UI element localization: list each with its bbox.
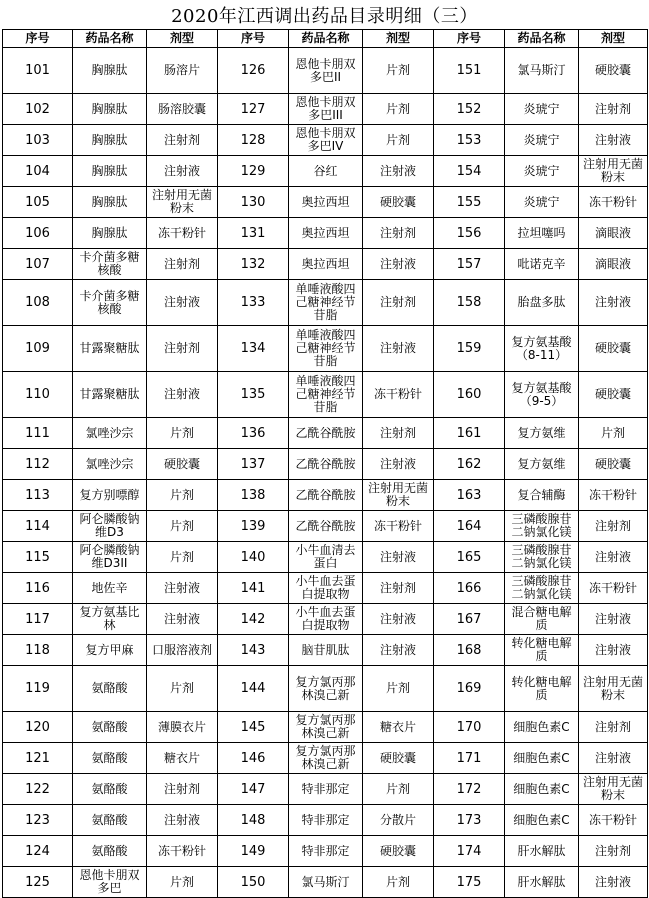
drug-name-cell: 三磷酸腺苷二钠氯化镁 (505, 573, 579, 604)
dosage-form-cell: 注射用无菌粉末 (147, 187, 218, 218)
dosage-form-cell: 冻干粉针 (147, 836, 218, 867)
dosage-form-cell: 硬胶囊 (579, 326, 648, 372)
seq-cell: 152 (434, 94, 505, 125)
dosage-form-cell: 注射用无菌粉末 (363, 480, 434, 511)
seq-cell: 138 (218, 480, 289, 511)
table-row (3, 712, 648, 743)
dosage-form-cell: 注射液 (147, 573, 218, 604)
dosage-form-cell: 注射液 (147, 372, 218, 418)
seq-cell: 132 (218, 249, 289, 280)
table-row (3, 604, 648, 635)
seq-cell: 136 (218, 418, 289, 449)
seq-cell: 156 (434, 218, 505, 249)
seq-cell: 120 (3, 712, 73, 743)
drug-name-cell: 细胞色素C (505, 743, 579, 774)
table-row (3, 743, 648, 774)
table-row (3, 156, 648, 187)
dosage-form-cell: 硬胶囊 (579, 48, 648, 94)
dosage-form-cell: 肠溶胶囊 (147, 94, 218, 125)
drug-name-cell: 氯唑沙宗 (73, 449, 147, 480)
drug-name-cell: 混合糖电解质 (505, 604, 579, 635)
drug-name-cell: 吡诺克辛 (505, 249, 579, 280)
seq-cell: 106 (3, 218, 73, 249)
drug-name-cell: 乙酰谷酰胺 (289, 449, 363, 480)
table-row (3, 573, 648, 604)
seq-cell: 108 (3, 280, 73, 326)
seq-cell: 129 (218, 156, 289, 187)
drug-name-cell: 氯马斯汀 (505, 48, 579, 94)
dosage-form-cell: 注射液 (579, 867, 648, 898)
drug-name-cell: 肝水解肽 (505, 867, 579, 898)
drug-name-cell: 氯唑沙宗 (73, 418, 147, 449)
drug-name-cell: 卡介菌多糖核酸 (73, 249, 147, 280)
drug-name-cell: 肝水解肽 (505, 836, 579, 867)
seq-cell: 115 (3, 542, 73, 573)
drug-name-cell: 细胞色素C (505, 712, 579, 743)
dosage-form-cell: 冻干粉针 (579, 480, 648, 511)
dosage-form-cell: 滴眼液 (579, 249, 648, 280)
header-drug-name: 药品名称 (289, 30, 363, 48)
drug-name-cell: 复方氨维 (505, 418, 579, 449)
seq-cell: 133 (218, 280, 289, 326)
header-dosage-form: 剂型 (363, 30, 434, 48)
dosage-form-cell: 注射液 (147, 805, 218, 836)
dosage-form-cell: 注射用无菌粉末 (579, 774, 648, 805)
dosage-form-cell: 注射剂 (363, 218, 434, 249)
seq-cell: 173 (434, 805, 505, 836)
seq-cell: 147 (218, 774, 289, 805)
drug-name-cell: 单唾液酸四己糖神经节苷脂 (289, 372, 363, 418)
table-row (3, 94, 648, 125)
drug-name-cell: 复方甲麻 (73, 635, 147, 666)
seq-cell: 101 (3, 48, 73, 94)
seq-cell: 149 (218, 836, 289, 867)
drug-name-cell: 谷红 (289, 156, 363, 187)
table-row (3, 867, 648, 898)
dosage-form-cell: 片剂 (363, 774, 434, 805)
header-seq: 序号 (434, 30, 505, 48)
seq-cell: 131 (218, 218, 289, 249)
drug-name-cell: 胎盘多肽 (505, 280, 579, 326)
seq-cell: 105 (3, 187, 73, 218)
seq-cell: 143 (218, 635, 289, 666)
seq-cell: 109 (3, 326, 73, 372)
dosage-form-cell: 注射剂 (363, 573, 434, 604)
table-row (3, 480, 648, 511)
header-seq: 序号 (3, 30, 73, 48)
table-row (3, 418, 648, 449)
drug-name-cell: 胸腺肽 (73, 48, 147, 94)
dosage-form-cell: 肠溶片 (147, 48, 218, 94)
drug-name-cell: 复方氨基酸（8-11） (505, 326, 579, 372)
seq-cell: 139 (218, 511, 289, 542)
dosage-form-cell: 糖衣片 (147, 743, 218, 774)
table-row (3, 187, 648, 218)
dosage-form-cell: 注射液 (579, 280, 648, 326)
dosage-form-cell: 注射用无菌粉末 (579, 156, 648, 187)
seq-cell: 164 (434, 511, 505, 542)
dosage-form-cell: 注射剂 (147, 774, 218, 805)
seq-cell: 125 (3, 867, 73, 898)
dosage-form-cell: 片剂 (147, 542, 218, 573)
drug-name-cell: 氯马斯汀 (289, 867, 363, 898)
dosage-form-cell: 注射剂 (147, 326, 218, 372)
dosage-form-cell: 注射液 (147, 156, 218, 187)
seq-cell: 107 (3, 249, 73, 280)
dosage-form-cell: 注射液 (579, 125, 648, 156)
seq-cell: 119 (3, 666, 73, 712)
dosage-form-cell: 冻干粉针 (363, 372, 434, 418)
dosage-form-cell: 注射液 (147, 604, 218, 635)
drug-name-cell: 甘露聚糖肽 (73, 372, 147, 418)
dosage-form-cell: 口服溶液剂 (147, 635, 218, 666)
dosage-form-cell: 注射液 (363, 449, 434, 480)
drug-name-cell: 甘露聚糖肽 (73, 326, 147, 372)
table-row (3, 635, 648, 666)
drug-name-cell: 卡介菌多糖核酸 (73, 280, 147, 326)
dosage-form-cell: 薄膜衣片 (147, 712, 218, 743)
seq-cell: 110 (3, 372, 73, 418)
drug-name-cell: 胸腺肽 (73, 125, 147, 156)
header-drug-name: 药品名称 (505, 30, 579, 48)
dosage-form-cell: 注射剂 (147, 125, 218, 156)
seq-cell: 140 (218, 542, 289, 573)
drug-name-cell: 地佐辛 (73, 573, 147, 604)
dosage-form-cell: 注射剂 (579, 511, 648, 542)
drug-name-cell: 小牛血清去蛋白 (289, 542, 363, 573)
dosage-form-cell: 冻干粉针 (147, 218, 218, 249)
drug-name-cell: 转化糖电解质 (505, 635, 579, 666)
drug-name-cell: 复方氨维 (505, 449, 579, 480)
header-seq: 序号 (218, 30, 289, 48)
seq-cell: 142 (218, 604, 289, 635)
drug-name-cell: 胸腺肽 (73, 156, 147, 187)
drug-name-cell: 复方氯丙那林溴己新 (289, 743, 363, 774)
dosage-form-cell: 注射液 (363, 156, 434, 187)
seq-cell: 160 (434, 372, 505, 418)
drug-name-cell: 细胞色素C (505, 805, 579, 836)
seq-cell: 126 (218, 48, 289, 94)
seq-cell: 166 (434, 573, 505, 604)
dosage-form-cell: 冻干粉针 (579, 573, 648, 604)
drug-name-cell: 氨酪酸 (73, 836, 147, 867)
seq-cell: 175 (434, 867, 505, 898)
table-row (3, 280, 648, 326)
drug-name-cell: 单唾液酸四己糖神经节苷脂 (289, 280, 363, 326)
dosage-form-cell: 注射液 (363, 542, 434, 573)
seq-cell: 102 (3, 94, 73, 125)
drug-name-cell: 小牛血去蛋白提取物 (289, 604, 363, 635)
seq-cell: 148 (218, 805, 289, 836)
dosage-form-cell: 注射剂 (363, 280, 434, 326)
seq-cell: 103 (3, 125, 73, 156)
seq-cell: 167 (434, 604, 505, 635)
seq-cell: 145 (218, 712, 289, 743)
seq-cell: 128 (218, 125, 289, 156)
dosage-form-cell: 糖衣片 (363, 712, 434, 743)
seq-cell: 146 (218, 743, 289, 774)
drug-name-cell: 奥拉西坦 (289, 187, 363, 218)
drug-name-cell: 炎琥宁 (505, 94, 579, 125)
drug-name-cell: 复方氯丙那林溴己新 (289, 666, 363, 712)
seq-cell: 144 (218, 666, 289, 712)
table-row (3, 48, 648, 94)
drug-name-cell: 阿仑膦酸钠维D3 (73, 511, 147, 542)
table-row (3, 836, 648, 867)
seq-cell: 157 (434, 249, 505, 280)
dosage-form-cell: 注射剂 (363, 418, 434, 449)
drug-name-cell: 恩他卡朋双多巴II (289, 48, 363, 94)
dosage-form-cell: 硬胶囊 (363, 836, 434, 867)
seq-cell: 170 (434, 712, 505, 743)
seq-cell: 122 (3, 774, 73, 805)
dosage-form-cell: 冻干粉针 (363, 511, 434, 542)
drug-name-cell: 胸腺肽 (73, 218, 147, 249)
dosage-form-cell: 硬胶囊 (579, 372, 648, 418)
drug-name-cell: 氨酪酸 (73, 805, 147, 836)
seq-cell: 158 (434, 280, 505, 326)
drug-name-cell: 氨酪酸 (73, 774, 147, 805)
dosage-form-cell: 注射液 (363, 604, 434, 635)
seq-cell: 172 (434, 774, 505, 805)
drug-name-cell: 胸腺肽 (73, 94, 147, 125)
drug-name-cell: 乙酰谷酰胺 (289, 480, 363, 511)
drug-name-cell: 三磷酸腺苷二钠氯化镁 (505, 511, 579, 542)
dosage-form-cell: 片剂 (363, 666, 434, 712)
drug-name-cell: 单唾液酸四己糖神经节苷脂 (289, 326, 363, 372)
drug-name-cell: 复方氨基比林 (73, 604, 147, 635)
drug-name-cell: 转化糖电解质 (505, 666, 579, 712)
dosage-form-cell: 注射液 (363, 635, 434, 666)
seq-cell: 159 (434, 326, 505, 372)
seq-cell: 112 (3, 449, 73, 480)
drug-name-cell: 恩他卡朋双多巴 (73, 867, 147, 898)
dosage-form-cell: 片剂 (147, 418, 218, 449)
seq-cell: 141 (218, 573, 289, 604)
seq-cell: 121 (3, 743, 73, 774)
seq-cell: 118 (3, 635, 73, 666)
dosage-form-cell: 注射液 (147, 280, 218, 326)
seq-cell: 168 (434, 635, 505, 666)
seq-cell: 154 (434, 156, 505, 187)
table-row (3, 326, 648, 372)
dosage-form-cell: 片剂 (363, 48, 434, 94)
drug-name-cell: 复合辅酶 (505, 480, 579, 511)
drug-name-cell: 三磷酸腺苷二钠氯化镁 (505, 542, 579, 573)
dosage-form-cell: 注射液 (579, 635, 648, 666)
dosage-form-cell: 硬胶囊 (363, 743, 434, 774)
header-row (3, 30, 648, 48)
table-row (3, 805, 648, 836)
dosage-form-cell: 注射液 (579, 542, 648, 573)
dosage-form-cell: 硬胶囊 (147, 449, 218, 480)
seq-cell: 117 (3, 604, 73, 635)
drug-name-cell: 特非那定 (289, 836, 363, 867)
dosage-form-cell: 硬胶囊 (579, 449, 648, 480)
seq-cell: 137 (218, 449, 289, 480)
drug-name-cell: 复方氨基酸（9-5） (505, 372, 579, 418)
table-row (3, 249, 648, 280)
drug-name-cell: 乙酰谷酰胺 (289, 511, 363, 542)
seq-cell: 169 (434, 666, 505, 712)
drug-name-cell: 奥拉西坦 (289, 249, 363, 280)
drug-name-cell: 恩他卡朋双多巴III (289, 94, 363, 125)
dosage-form-cell: 片剂 (579, 418, 648, 449)
seq-cell: 161 (434, 418, 505, 449)
seq-cell: 111 (3, 418, 73, 449)
seq-cell: 151 (434, 48, 505, 94)
seq-cell: 127 (218, 94, 289, 125)
header-dosage-form: 剂型 (579, 30, 648, 48)
drug-name-cell: 复方氯丙那林溴己新 (289, 712, 363, 743)
seq-cell: 123 (3, 805, 73, 836)
drug-name-cell: 奥拉西坦 (289, 218, 363, 249)
drug-name-cell: 氨酪酸 (73, 743, 147, 774)
drug-name-cell: 特非那定 (289, 774, 363, 805)
drug-name-cell: 炎琥宁 (505, 156, 579, 187)
seq-cell: 114 (3, 511, 73, 542)
table-row (3, 774, 648, 805)
dosage-form-cell: 片剂 (147, 480, 218, 511)
drug-name-cell: 脑苷肌肽 (289, 635, 363, 666)
drug-name-cell: 阿仑膦酸钠维D3II (73, 542, 147, 573)
seq-cell: 135 (218, 372, 289, 418)
dosage-form-cell: 注射液 (363, 249, 434, 280)
page-title: 2020年江西调出药品目录明细（三） (171, 5, 478, 27)
table-row (3, 449, 648, 480)
dosage-form-cell: 注射液 (579, 604, 648, 635)
seq-cell: 174 (434, 836, 505, 867)
header-dosage-form: 剂型 (147, 30, 218, 48)
header-drug-name: 药品名称 (73, 30, 147, 48)
seq-cell: 150 (218, 867, 289, 898)
dosage-form-cell: 注射剂 (579, 712, 648, 743)
seq-cell: 171 (434, 743, 505, 774)
dosage-form-cell: 片剂 (363, 94, 434, 125)
dosage-form-cell: 冻干粉针 (579, 805, 648, 836)
drug-name-cell: 乙酰谷酰胺 (289, 418, 363, 449)
drug-catalog-table (2, 29, 648, 898)
dosage-form-cell: 冻干粉针 (579, 187, 648, 218)
dosage-form-cell: 注射剂 (579, 836, 648, 867)
seq-cell: 153 (434, 125, 505, 156)
seq-cell: 130 (218, 187, 289, 218)
dosage-form-cell: 片剂 (147, 666, 218, 712)
seq-cell: 116 (3, 573, 73, 604)
seq-cell: 162 (434, 449, 505, 480)
seq-cell: 165 (434, 542, 505, 573)
dosage-form-cell: 滴眼液 (579, 218, 648, 249)
table-row (3, 218, 648, 249)
dosage-form-cell: 注射液 (579, 743, 648, 774)
drug-name-cell: 细胞色素C (505, 774, 579, 805)
drug-name-cell: 炎琥宁 (505, 187, 579, 218)
dosage-form-cell: 片剂 (363, 125, 434, 156)
drug-name-cell: 复方别嘌醇 (73, 480, 147, 511)
dosage-form-cell: 注射剂 (147, 249, 218, 280)
drug-name-cell: 炎琥宁 (505, 125, 579, 156)
table-row (3, 511, 648, 542)
seq-cell: 163 (434, 480, 505, 511)
drug-name-cell: 拉坦噻吗 (505, 218, 579, 249)
drug-name-cell: 氨酪酸 (73, 712, 147, 743)
drug-name-cell: 恩他卡朋双多巴IV (289, 125, 363, 156)
dosage-form-cell: 片剂 (147, 511, 218, 542)
table-row (3, 542, 648, 573)
dosage-form-cell: 注射液 (363, 326, 434, 372)
dosage-form-cell: 注射用无菌粉末 (579, 666, 648, 712)
seq-cell: 113 (3, 480, 73, 511)
drug-name-cell: 胸腺肽 (73, 187, 147, 218)
drug-name-cell: 特非那定 (289, 805, 363, 836)
dosage-form-cell: 分散片 (363, 805, 434, 836)
dosage-form-cell: 片剂 (147, 867, 218, 898)
seq-cell: 155 (434, 187, 505, 218)
seq-cell: 104 (3, 156, 73, 187)
seq-cell: 134 (218, 326, 289, 372)
drug-name-cell: 小牛血去蛋白提取物 (289, 573, 363, 604)
table-row (3, 372, 648, 418)
dosage-form-cell: 注射剂 (579, 94, 648, 125)
dosage-form-cell: 硬胶囊 (363, 187, 434, 218)
drug-name-cell: 氨酪酸 (73, 666, 147, 712)
table-row (3, 125, 648, 156)
seq-cell: 124 (3, 836, 73, 867)
table-row (3, 666, 648, 712)
dosage-form-cell: 片剂 (363, 867, 434, 898)
